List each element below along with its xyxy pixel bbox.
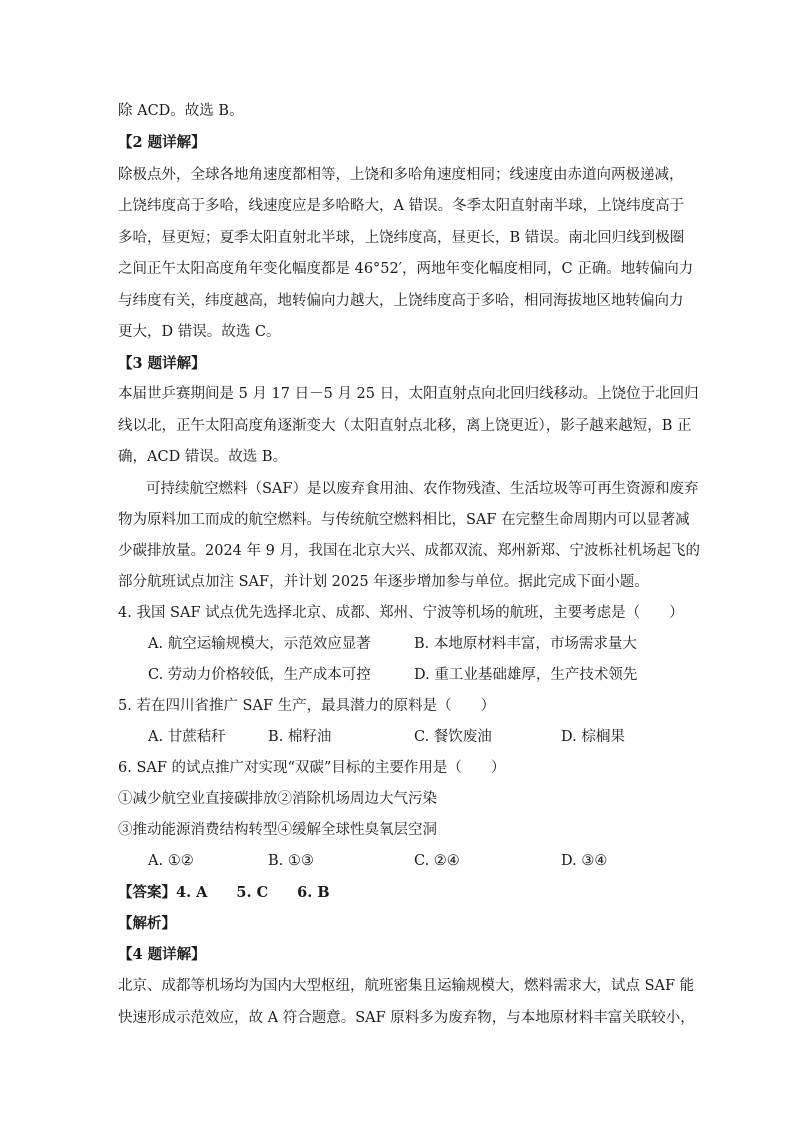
text-line: 部分航班试点加注 SAF，并计划 2025 年逐步增加参与单位。据此完成下面小题。: [118, 574, 649, 590]
q5-option-a: A. 甘蔗秸秆: [148, 729, 226, 745]
text-line: 北京、成都等机场均为国内大型枢纽，航班密集且运输规模大，燃料需求大，试点 SAF 能: [118, 978, 695, 994]
section-heading: 【3 题详解】: [118, 355, 206, 372]
text-line: 多哈，昼更短；夏季太阳直射北半球，上饶纬度高，昼更长，B 错误。南北回归线到极圈: [118, 230, 685, 246]
section-heading: 【解析】: [118, 915, 176, 932]
q6-option-a: A. ①②: [148, 853, 194, 869]
text-line: 上饶纬度高于多哈，线速度应是多哈略大，A 错误。冬季太阳直射南半球，上饶纬度高于: [118, 198, 685, 214]
text-line: 快速形成示范效应，故 A 符合题意。SAF 原料多为废弃物，与本地原材料丰富关联较小，: [118, 1010, 695, 1026]
text-line: 物为原料加工而成的航空燃料。与传统航空燃料相比，SAF 在完整生命周期内可以显著减: [118, 512, 690, 528]
text-line: 线以北，正午太阳高度角逐渐变大（太阳直射点北移，离上饶更近），影子越来越短，B 正: [118, 418, 692, 434]
section-heading: 【4 题详解】: [118, 946, 206, 963]
text-line: 与纬度有关，纬度越高，地转偏向力越大，上饶纬度高于多哈，相同海拔地区地转偏向力: [118, 293, 684, 309]
text-line: 本届世乒赛期间是 5 月 17 日－5 月 25 日，太阳直射点向北回归线移动。上饶位于北回归: [118, 386, 699, 402]
question-6: 6. SAF 的试点推广对实现“双碳”目标的主要作用是（ ）: [118, 760, 506, 776]
question-5: 5. 若在四川省推广 SAF 生产，最具潜力的原料是（ ）: [118, 698, 496, 714]
text-line: 少碳排放量。2024 年 9 月，我国在北京大兴、成都双流、郑州新郑、宁波栎社机场起飞的: [118, 543, 700, 559]
q6-option-b: B. ①③: [268, 853, 314, 869]
q5-option-d: D. 棕榈果: [561, 729, 625, 745]
q4-option-a: A. 航空运输规模大，示范效应显著: [148, 636, 371, 652]
text-line: 更大，D 错误。故选 C。: [118, 324, 281, 340]
q6-option-d: D. ③④: [561, 853, 608, 869]
q5-option-b: B. 棉籽油: [268, 729, 332, 745]
section-heading: 【2 题详解】: [118, 134, 206, 151]
q4-option-b: B. 本地原材料丰富，市场需求量大: [414, 636, 637, 652]
q6-option-c: C. ②④: [414, 853, 460, 869]
text-line: ①减少航空业直接碳排放②消除机场周边大气污染: [118, 791, 437, 807]
text-line: 除 ACD。故选 B。: [118, 103, 244, 119]
text-line: 之间正午太阳高度角年变化幅度都是 46°52′，两地年变化幅度相同，C 正确。地转偏向力: [118, 261, 694, 277]
text-line: 可持续航空燃料（SAF）是以废弃食用油、农作物残渣、生活垃圾等可再生资源和废弃: [146, 481, 699, 497]
q5-option-c: C. 餐饮废油: [414, 729, 492, 745]
q4-option-d: D. 重工业基础雄厚，生产技术领先: [414, 667, 638, 683]
text-line: ③推动能源消费结构转型④缓解全球性臭氧层空洞: [118, 822, 437, 838]
q4-option-c: C. 劳动力价格较低，生产成本可控: [148, 667, 371, 683]
question-4: 4. 我国 SAF 试点优先选择北京、成都、郑州、宁波等机场的航班，主要考虑是（ ）: [118, 605, 684, 621]
text-line: 除极点外，全球各地角速度都相等，上饶和多哈角速度相同；线速度由赤道向两极递减，: [118, 167, 684, 183]
answer-line: 【答案】4. A 5. C 6. B: [118, 884, 330, 901]
text-line: 确，ACD 错误。故选 B。: [118, 449, 288, 465]
